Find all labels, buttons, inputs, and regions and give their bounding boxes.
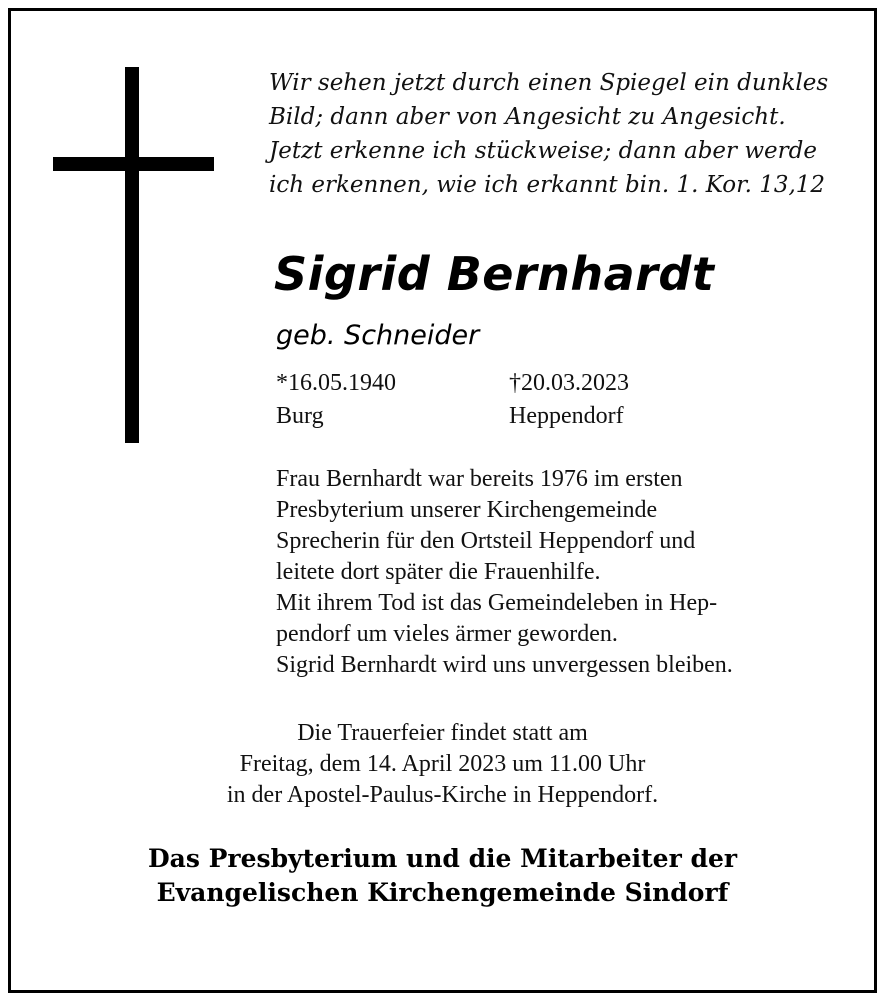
birth-place: Burg [276,403,324,429]
signoff-line: Das Presbyterium und die Mitarbeiter der [147,844,738,873]
tribute-line: leitete dort später die Frauenhilfe. [276,559,601,585]
tribute-line: Mit ihrem Tod ist das Gemeindeleben in Hep- [276,590,718,616]
signoff [8,842,877,910]
tribute-line: pendorf um vieles ärmer geworden. [276,621,618,647]
funeral-line: in der Apostel-Paulus-Kirche in Heppendorf. [226,782,659,808]
birth-info [276,367,396,433]
funeral-line: Die Trauerfeier findet statt am [297,720,588,746]
funeral-line: Freitag, dem 14. April 2023 um 11.00 Uhr [239,751,646,777]
verse-line: Bild; dann aber von Angesicht zu Angesicht. [269,104,786,130]
death-date: †20.03.2023 [509,370,629,396]
tribute-line: Sprecherin für den Ortsteil Heppendorf und [276,528,696,554]
verse-line: ich erkennen, wie ich erkannt bin. 1. Kor. 13,12 [269,172,826,198]
birth-date: *16.05.1940 [276,370,396,396]
verse-line: Wir sehen jetzt durch einen Spiegel ein dunkles [269,70,829,96]
tribute-line: Presbyterium unserer Kirchengemeinde [276,497,658,523]
tribute-line: Sigrid Bernhardt wird uns unvergessen bleiben. [276,652,733,678]
death-info [509,367,629,433]
cross-horizontal-beam [53,157,214,171]
signoff-line: Evangelischen Kirchengemeinde Sindorf [156,878,729,907]
death-place: Heppendorf [509,403,624,429]
deceased-name: Sigrid Bernhardt [274,247,715,301]
funeral-notice [8,718,877,811]
tribute-line: Frau Bernhardt war bereits 1976 im ersten [276,466,683,492]
cross-vertical-beam [125,67,139,443]
tribute-text [276,464,866,681]
bible-verse [269,66,849,202]
maiden-name: geb. Schneider [276,320,480,351]
verse-line: Jetzt erkenne ich stückweise; dann aber werde [269,138,817,164]
